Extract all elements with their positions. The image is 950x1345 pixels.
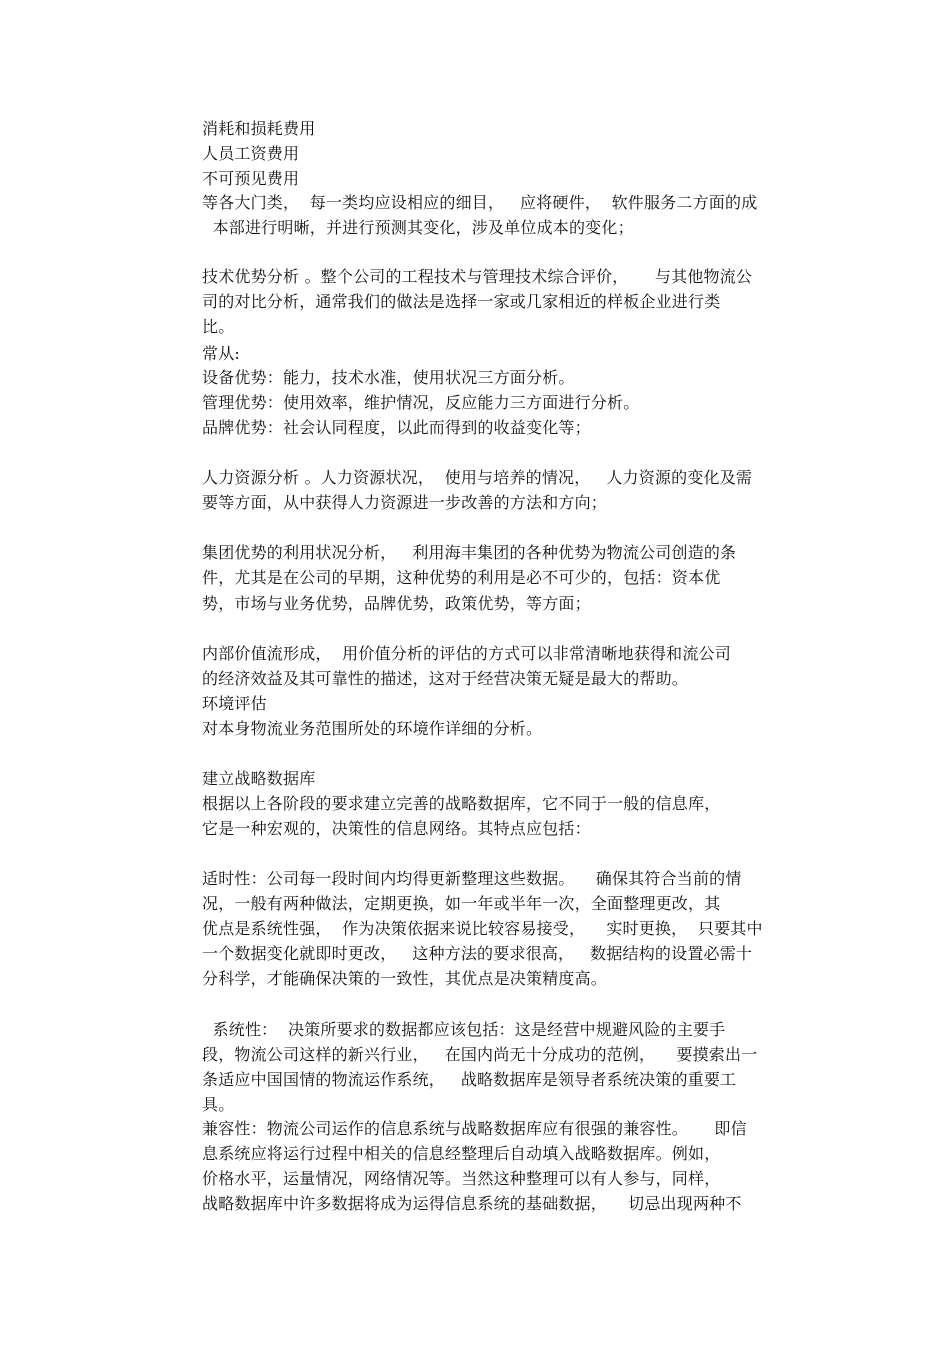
text-line: 战略数据库中许多数据将成为运得信息系统的基础数据， 切忌出现两种不 (202, 1194, 742, 1213)
text-line: 的经济效益及其可靠性的描述，这对于经营决策无疑是最大的帮助。 (202, 669, 689, 688)
text-line: 件，尤其是在公司的早期，这种优势的利用是必不可少的，包括：资本优 (202, 568, 721, 587)
text-line: 司的对比分析，通常我们的做法是选择一家或几家相近的样板企业进行类 (202, 292, 721, 311)
text-line: 一个数据变化就即时更改， 这种方法的要求很高， 数据结构的设置必需十 (202, 944, 753, 963)
text-line: 价格水平，运量情况，网络情况等。当然这种整理可以有人参与，同样， (202, 1169, 721, 1188)
text-line: 息系统应将运行过程中相关的信息经整理后自动填入战略数据库。例如， (202, 1144, 721, 1163)
text-line: 对本身物流业务范围所处的环境作详细的分析。 (202, 719, 543, 738)
text-line: 条适应中国国情的物流运作系统， 战略数据库是领导者系统决策的重要工 (202, 1070, 737, 1089)
text-line: 它是一种宏观的，决策性的信息网络。其特点应包括： (202, 819, 591, 838)
text-line: 况，一般有两种做法，定期更换，如一年或半年一次，全面整理更改，其 (202, 894, 721, 913)
text-line: 段，物流公司这样的新兴行业， 在国内尚无十分成功的范例， 要摸索出一 (202, 1045, 758, 1064)
text-line: 常从: (202, 344, 240, 363)
text-line: 技术优势分析 。整个公司的工程技术与管理技术综合评价， 与其他物流公 (202, 267, 753, 286)
text-line: 管理优势：使用效率，维护情况，反应能力三方面进行分析。 (202, 393, 640, 412)
text-line: 人力资源分析 。人力资源状况， 使用与培养的情况， 人力资源的变化及需 (202, 468, 753, 487)
text-line: 建立战略数据库 (202, 769, 316, 788)
text-line: 适时性：公司每一段时间内均得更新整理这些数据。 确保其符合当前的情 (202, 869, 742, 888)
text-line: 具。 (202, 1095, 235, 1114)
text-line: 根据以上各阶段的要求建立完善的战略数据库，它不同于一般的信息库， (202, 794, 721, 813)
text-line: 兼容性：物流公司运作的信息系统与战略数据库应有很强的兼容性。 即信 (202, 1119, 747, 1138)
text-line: 品牌优势：社会认同程度，以此而得到的收益变化等； (202, 418, 591, 437)
text-line: 不可预见费用 (202, 169, 300, 188)
text-line: 势，市场与业务优势，品牌优势，政策优势，等方面； (202, 594, 591, 613)
text-line: 分科学，才能确保决策的一致性，其优点是决策精度高。 (202, 969, 608, 988)
text-line: 内部价值流形成， 用价值分析的评估的方式可以非常清晰地获得和流公司 (202, 644, 731, 663)
text-line: 设备优势：能力，技术水准，使用状况三方面分析。 (202, 368, 575, 387)
text-line: 人员工资费用 (202, 144, 300, 163)
text-line: 比。 (202, 317, 235, 336)
text-line: 要等方面，从中获得人力资源进一步改善的方法和方向； (202, 493, 608, 512)
text-line: 本部进行明晰，并进行预测其变化，涉及单位成本的变化； (202, 218, 634, 237)
text-line: 系统性： 决策所要求的数据都应该包括：这是经营中规避风险的主要手 (202, 1020, 726, 1039)
text-line: 环境评估 (202, 694, 267, 713)
text-line: 等各大门类， 每一类均应设相应的细目， 应将硬件， 软件服务二方面的成 (202, 193, 758, 212)
text-line: 集团优势的利用状况分析， 利用海丰集团的各种优势为物流公司创造的条 (202, 543, 737, 562)
text-line: 优点是系统性强， 作为决策依据来说比较容易接受， 实时更换， 只要其中 (202, 919, 763, 938)
text-line: 消耗和损耗费用 (202, 119, 316, 138)
